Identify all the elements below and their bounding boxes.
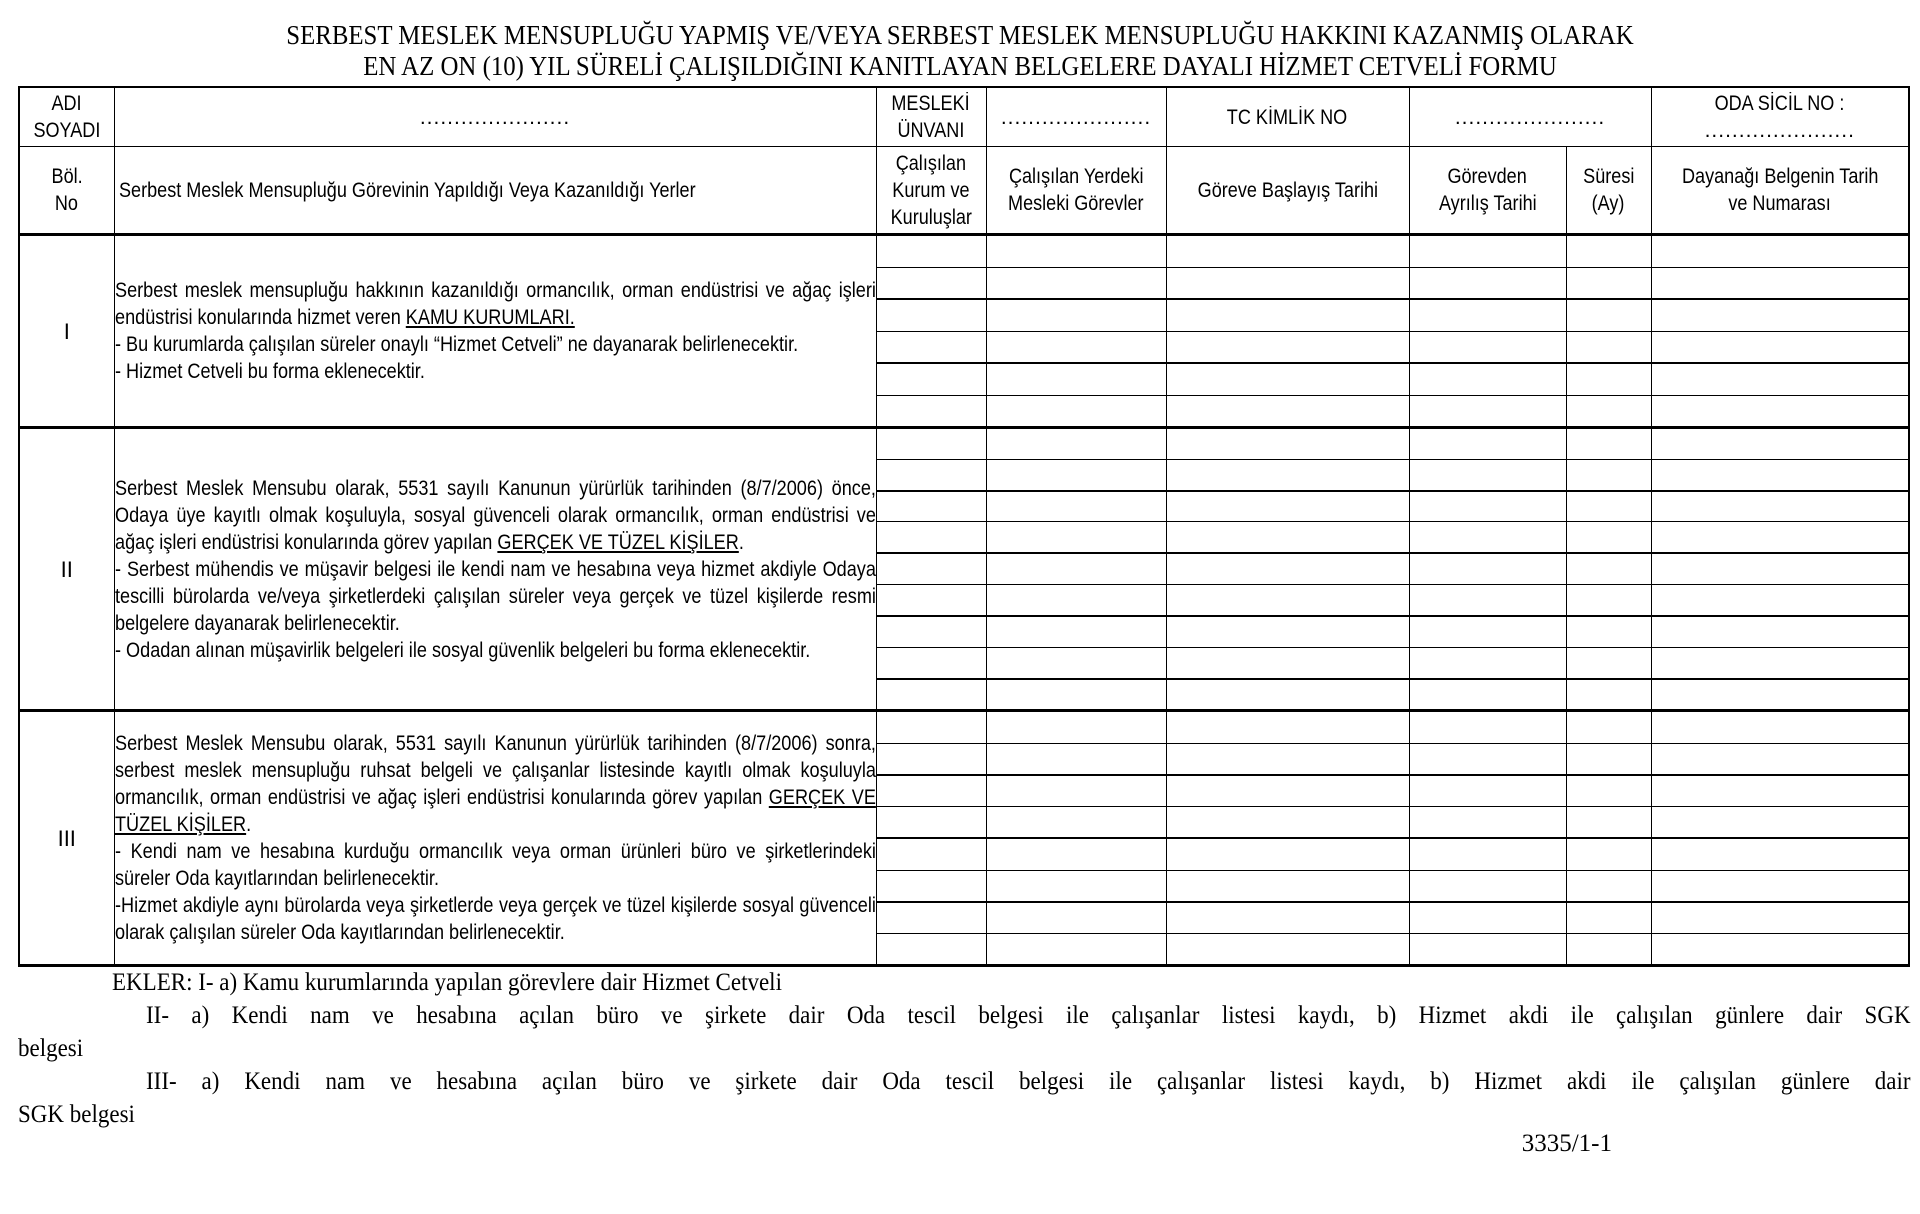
document-date-number-cell[interactable]	[1651, 934, 1909, 966]
document-date-number-cell[interactable]	[1651, 838, 1909, 870]
start-date-cell[interactable]	[1166, 775, 1409, 807]
section-number: III	[19, 711, 114, 966]
end-date-cell[interactable]	[1409, 585, 1566, 616]
institution-cell[interactable]	[876, 711, 986, 743]
start-date-cell[interactable]	[1166, 711, 1409, 743]
underlined-entity: KAMU KURUMLARI.	[405, 306, 575, 329]
institution-cell[interactable]	[876, 459, 986, 490]
duty-cell[interactable]	[986, 331, 1166, 363]
start-date-cell[interactable]	[1166, 395, 1409, 428]
end-date-cell[interactable]	[1409, 775, 1566, 807]
duration-months-cell[interactable]	[1566, 679, 1651, 711]
document-date-number-cell[interactable]	[1651, 870, 1909, 902]
institution-cell[interactable]	[876, 299, 986, 331]
duty-cell[interactable]	[986, 395, 1166, 428]
attachment-2-continued: belgesi	[18, 1035, 84, 1062]
document-date-number-cell[interactable]	[1651, 616, 1909, 647]
duty-cell[interactable]	[986, 299, 1166, 331]
col-header-document: Dayanağı Belgenin Tarih ve Numarası	[1651, 147, 1909, 235]
document-date-number-cell[interactable]	[1651, 585, 1909, 616]
institution-cell[interactable]	[876, 743, 986, 775]
document-date-number-cell[interactable]	[1651, 522, 1909, 553]
duty-cell[interactable]	[986, 838, 1166, 870]
duration-months-cell[interactable]	[1566, 838, 1651, 870]
institution-cell[interactable]	[876, 331, 986, 363]
end-date-cell[interactable]	[1409, 363, 1566, 395]
duty-cell[interactable]	[986, 428, 1166, 460]
duty-cell[interactable]	[986, 711, 1166, 743]
start-date-cell[interactable]	[1166, 428, 1409, 460]
section-scope-text: Serbest Meslek Mensubu olarak, 5531 sayılı Kanunun yürürlük tarihinden (8/7/2006) önce, Odaya üye kayıtlı olmak koşuluyla, sosyal güvenceli olarak ormancılık, orman endüstrisi ve ağaç işleri endüstrisi konularında görev yapılan GERÇEK VE TÜZEL KİŞİLER.	[114, 476, 876, 554]
col-header-institutions: Çalışılan Kurum ve Kuruluşlar	[876, 147, 986, 235]
attachment-3-continued: SGK belgesi	[18, 1101, 135, 1128]
institution-cell[interactable]	[876, 807, 986, 839]
end-date-cell[interactable]	[1409, 870, 1566, 902]
start-date-cell[interactable]	[1166, 299, 1409, 331]
form-title-line-2: EN AZ ON (10) YIL SÜRELİ ÇALIŞILDIĞINI KANITLAYAN BELGELERE DAYALI HİZMET CETVELİ FORMU	[363, 51, 1557, 81]
document-date-number-cell[interactable]	[1651, 491, 1909, 522]
column-header-row	[19, 147, 1909, 235]
institution-cell[interactable]	[876, 395, 986, 428]
end-date-cell[interactable]	[1409, 522, 1566, 553]
duration-months-cell[interactable]	[1566, 553, 1651, 584]
underlined-entity: GERÇEK VE TÜZEL KİŞİLER	[114, 786, 876, 837]
duty-cell[interactable]	[986, 647, 1166, 678]
chamber-registry-label: ODA SİCİL NO :	[1714, 92, 1845, 115]
section-description	[114, 428, 876, 711]
document-date-number-cell[interactable]	[1651, 679, 1909, 711]
institution-cell[interactable]	[876, 870, 986, 902]
duration-months-cell[interactable]	[1566, 934, 1651, 966]
col-header-section-no: Böl. No	[19, 147, 114, 235]
document-date-number-cell[interactable]	[1651, 553, 1909, 584]
start-date-cell[interactable]	[1166, 902, 1409, 934]
duration-months-cell[interactable]	[1566, 395, 1651, 428]
start-date-cell[interactable]	[1166, 267, 1409, 299]
section-scope-text: Serbest Meslek Mensubu olarak, 5531 sayılı Kanunun yürürlük tarihinden (8/7/2006) sonra, serbest meslek mensupluğu ruhsat belgeli ve çalışanlar listesinde kayıtlı olmak koşuluyla ormancılık, orman endüstrisi ve ağaç işleri endüstrisi konularında görev yapılan GERÇEK VE TÜZEL KİŞİLER.	[114, 732, 876, 837]
identity-row	[19, 87, 1909, 147]
duty-cell[interactable]	[986, 743, 1166, 775]
start-date-cell[interactable]	[1166, 934, 1409, 966]
attachment-2: II- a) Kendi nam ve hesabına açılan büro ve şirkete dair Oda tescil belgesi ile çalışanlar listesi kaydı, b) Hizmet akdi ile çalışılan günlere dair SGK	[146, 1002, 1911, 1029]
start-date-cell[interactable]	[1166, 743, 1409, 775]
col-header-start-date: Göreve Başlayış Tarihi	[1166, 147, 1409, 235]
start-date-cell[interactable]	[1166, 616, 1409, 647]
institution-cell[interactable]	[876, 679, 986, 711]
end-date-cell[interactable]	[1409, 711, 1566, 743]
start-date-cell[interactable]	[1166, 235, 1409, 268]
duration-months-cell[interactable]	[1566, 363, 1651, 395]
duty-cell[interactable]	[986, 902, 1166, 934]
document-date-number-cell[interactable]	[1651, 428, 1909, 460]
duty-cell[interactable]	[986, 363, 1166, 395]
end-date-cell[interactable]	[1409, 902, 1566, 934]
name-label: ADI SOYADI	[19, 87, 114, 147]
institution-cell[interactable]	[876, 934, 986, 966]
document-date-number-cell[interactable]	[1651, 775, 1909, 807]
section-note-1: - Kendi nam ve hesabına kurduğu ormancılık veya orman ürünleri büro ve şirketlerindeki süreler Oda kayıtlarından belirlenecektir.	[114, 840, 876, 891]
duration-months-cell[interactable]	[1566, 870, 1651, 902]
professional-title-field[interactable]: ......................	[986, 87, 1166, 147]
duration-months-cell[interactable]	[1566, 902, 1651, 934]
section-description	[114, 235, 876, 428]
col-header-duties: Çalışılan Yerdeki Mesleki Görevler	[986, 147, 1166, 235]
document-date-number-cell[interactable]	[1651, 711, 1909, 743]
duty-cell[interactable]	[986, 491, 1166, 522]
end-date-cell[interactable]	[1409, 267, 1566, 299]
section-number: I	[19, 235, 114, 428]
duration-months-cell[interactable]	[1566, 647, 1651, 678]
institution-cell[interactable]	[876, 616, 986, 647]
document-date-number-cell[interactable]	[1651, 299, 1909, 331]
col-header-places: Serbest Meslek Mensupluğu Görevinin Yapıldığı Veya Kazanıldığı Yerler	[114, 147, 876, 235]
end-date-cell[interactable]	[1409, 616, 1566, 647]
institution-cell[interactable]	[876, 838, 986, 870]
duration-months-cell[interactable]	[1566, 331, 1651, 363]
institution-cell[interactable]	[876, 235, 986, 268]
section-note-2: -Hizmet akdiyle aynı bürolarda veya şirketlerde veya gerçek ve tüzel kişilerde sosyal güvenceli olarak çalışılan süreler Oda kayıtlarından belirlenecektir.	[114, 894, 876, 945]
end-date-cell[interactable]	[1409, 807, 1566, 839]
document-date-number-cell[interactable]	[1651, 902, 1909, 934]
form-code: 3335/1-1	[1521, 1130, 1612, 1157]
tc-id-field[interactable]: ......................	[1409, 87, 1651, 147]
end-date-cell[interactable]	[1409, 459, 1566, 490]
duration-months-cell[interactable]	[1566, 807, 1651, 839]
section-number: II	[19, 428, 114, 711]
name-field[interactable]: ......................	[114, 87, 876, 147]
duration-months-cell[interactable]	[1566, 775, 1651, 807]
service-record-table	[18, 86, 1910, 967]
document-date-number-cell[interactable]	[1651, 331, 1909, 363]
end-date-cell[interactable]	[1409, 647, 1566, 678]
document-date-number-cell[interactable]	[1651, 363, 1909, 395]
duration-months-cell[interactable]	[1566, 299, 1651, 331]
duration-months-cell[interactable]	[1566, 711, 1651, 743]
document-date-number-cell[interactable]	[1651, 395, 1909, 428]
institution-cell[interactable]	[876, 775, 986, 807]
institution-cell[interactable]	[876, 491, 986, 522]
duration-months-cell[interactable]	[1566, 267, 1651, 299]
duty-cell[interactable]	[986, 934, 1166, 966]
institution-cell[interactable]	[876, 585, 986, 616]
end-date-cell[interactable]	[1409, 428, 1566, 460]
section-2-row	[19, 428, 1909, 460]
document-date-number-cell[interactable]	[1651, 647, 1909, 678]
duty-cell[interactable]	[986, 585, 1166, 616]
document-date-number-cell[interactable]	[1651, 235, 1909, 268]
duration-months-cell[interactable]	[1566, 616, 1651, 647]
professional-title-label: MESLEKİ ÜNVANI	[876, 87, 986, 147]
start-date-cell[interactable]	[1166, 870, 1409, 902]
duty-cell[interactable]	[986, 235, 1166, 268]
start-date-cell[interactable]	[1166, 459, 1409, 490]
duration-months-cell[interactable]	[1566, 235, 1651, 268]
institution-cell[interactable]	[876, 363, 986, 395]
underlined-entity: GERÇEK VE TÜZEL KİŞİLER	[496, 530, 739, 554]
duty-cell[interactable]	[986, 679, 1166, 711]
end-date-cell[interactable]	[1409, 235, 1566, 268]
institution-cell[interactable]	[876, 267, 986, 299]
document-date-number-cell[interactable]	[1651, 459, 1909, 490]
institution-cell[interactable]	[876, 428, 986, 460]
end-date-cell[interactable]	[1409, 934, 1566, 966]
section-note-2: - Odadan alınan müşavirlik belgeleri ile sosyal güvenlik belgeleri bu forma eklenecektir.	[114, 638, 810, 662]
start-date-cell[interactable]	[1166, 807, 1409, 839]
institution-cell[interactable]	[876, 522, 986, 553]
start-date-cell[interactable]	[1166, 331, 1409, 363]
end-date-cell[interactable]	[1409, 553, 1566, 584]
duration-months-cell[interactable]	[1566, 522, 1651, 553]
duty-cell[interactable]	[986, 267, 1166, 299]
start-date-cell[interactable]	[1166, 553, 1409, 584]
end-date-cell[interactable]	[1409, 743, 1566, 775]
end-date-cell[interactable]	[1409, 491, 1566, 522]
end-date-cell[interactable]	[1409, 679, 1566, 711]
document-date-number-cell[interactable]	[1651, 807, 1909, 839]
start-date-cell[interactable]	[1166, 838, 1409, 870]
institution-cell[interactable]	[876, 553, 986, 584]
chamber-registry-value[interactable]: ......................	[1704, 119, 1855, 142]
end-date-cell[interactable]	[1409, 331, 1566, 363]
institution-cell[interactable]	[876, 647, 986, 678]
start-date-cell[interactable]	[1166, 363, 1409, 395]
col-header-end-date: Görevden Ayrılış Tarihi	[1409, 147, 1566, 235]
duty-cell[interactable]	[986, 775, 1166, 807]
duty-cell[interactable]	[986, 870, 1166, 902]
duration-months-cell[interactable]	[1566, 743, 1651, 775]
section-description	[114, 711, 876, 966]
start-date-cell[interactable]	[1166, 522, 1409, 553]
chamber-registry-field[interactable]	[1651, 87, 1909, 147]
section-3-row	[19, 711, 1909, 743]
start-date-cell[interactable]	[1166, 647, 1409, 678]
section-note-1: - Serbest mühendis ve müşavir belgesi ile kendi nam ve hesabına veya hizmet akdiyle Odaya tescilli bürolarda ve/veya şirketlerdeki çalışılan süreler veya gerçek ve tüzel kişilerde resmi belgelere dayanarak belirlenecektir.	[114, 557, 876, 635]
duration-months-cell[interactable]	[1566, 459, 1651, 490]
start-date-cell[interactable]	[1166, 585, 1409, 616]
attachment-1: EKLER: I- a) Kamu kurumlarında yapılan görevlere dair Hizmet Cetveli	[112, 969, 782, 996]
duration-months-cell[interactable]	[1566, 585, 1651, 616]
section-note-1: - Bu kurumlarda çalışılan süreler onaylı “Hizmet Cetveli” ne dayanarak belirlenecektir.	[114, 333, 798, 356]
end-date-cell[interactable]	[1409, 299, 1566, 331]
duration-months-cell[interactable]	[1566, 428, 1651, 460]
end-date-cell[interactable]	[1409, 838, 1566, 870]
section-scope-text: Serbest meslek mensupluğu hakkının kazanıldığı ormancılık, orman endüstrisi ve ağaç işleri endüstrisi konularında hizmet veren KAMU KURUMLARI.	[114, 279, 876, 329]
tc-id-label: TC KİMLİK NO	[1166, 87, 1409, 147]
attachment-3: III- a) Kendi nam ve hesabına açılan büro ve şirkete dair Oda tescil belgesi ile çalışanlar listesi kaydı, b) Hizmet akdi ile çalışılan günlere dair	[146, 1068, 1911, 1095]
section-1-row	[19, 235, 1909, 268]
duty-cell[interactable]	[986, 459, 1166, 490]
start-date-cell[interactable]	[1166, 679, 1409, 711]
section-note-2: - Hizmet Cetveli bu forma eklenecektir.	[114, 360, 425, 383]
duration-months-cell[interactable]	[1566, 491, 1651, 522]
duty-cell[interactable]	[986, 807, 1166, 839]
form-title-line-1: SERBEST MESLEK MENSUPLUĞU YAPMIŞ VE/VEYA SERBEST MESLEK MENSUPLUĞU HAKKINI KAZANMIŞ OLARAK	[286, 20, 1634, 50]
document-date-number-cell[interactable]	[1651, 743, 1909, 775]
end-date-cell[interactable]	[1409, 395, 1566, 428]
institution-cell[interactable]	[876, 902, 986, 934]
duty-cell[interactable]	[986, 616, 1166, 647]
document-date-number-cell[interactable]	[1651, 267, 1909, 299]
start-date-cell[interactable]	[1166, 491, 1409, 522]
col-header-duration: Süresi (Ay)	[1566, 147, 1651, 235]
duty-cell[interactable]	[986, 553, 1166, 584]
duty-cell[interactable]	[986, 522, 1166, 553]
